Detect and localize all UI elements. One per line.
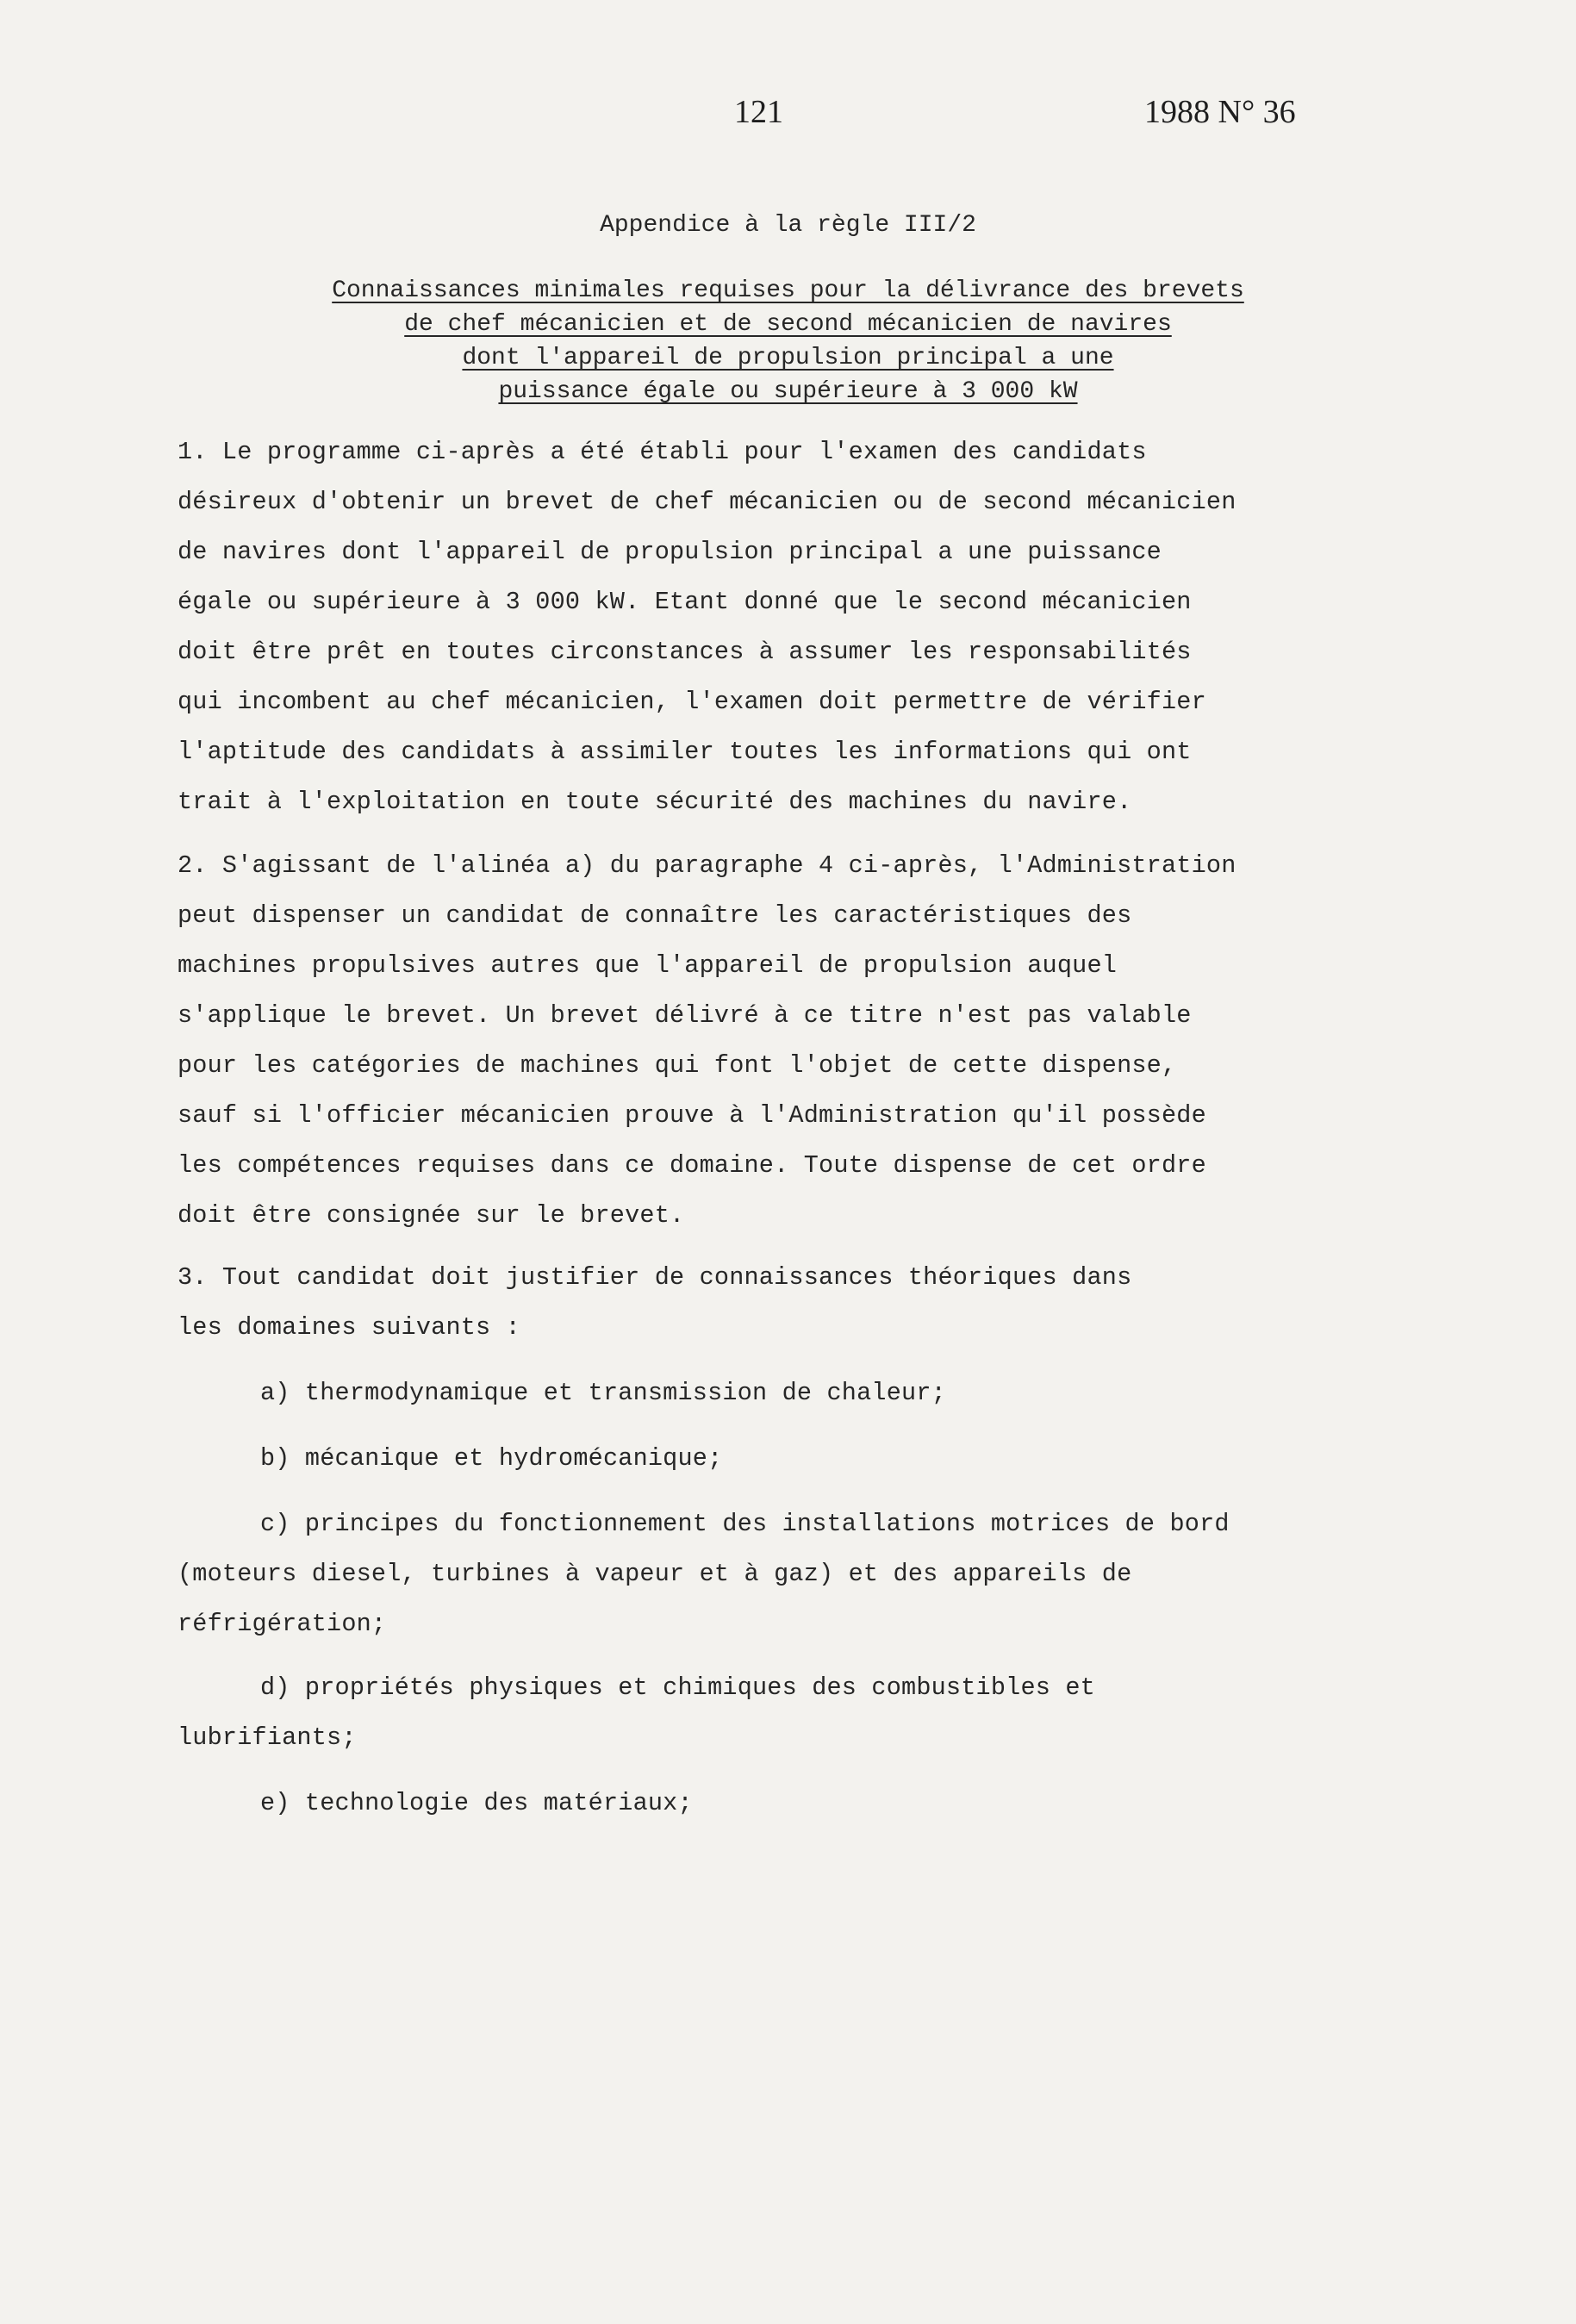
heading-line: dont l'appareil de propulsion principal a une [462, 345, 1114, 371]
heading-line: puissance égale ou supérieure à 3 000 kW [498, 378, 1078, 405]
paragraph-2-line: 2. S'agissant de l'alinéa a) du paragraphe 4 ci-après, l'Administration [178, 851, 1237, 880]
heading-line: de chef mécanicien et de second mécanicien de navires [404, 311, 1172, 338]
list-item-a: a) thermodynamique et transmission de chaleur; [260, 1379, 946, 1407]
list-item-c: c) principes du fonctionnement des installations motrices de bord [260, 1510, 1230, 1538]
appendix-title: Appendice à la règle III/2 [600, 212, 976, 239]
journal-reference: 1988 N° 36 [1144, 94, 1296, 130]
paragraph-2-line: sauf si l'officier mécanicien prouve à l'Administration qu'il possède [178, 1101, 1206, 1130]
list-item-c-continued: (moteurs diesel, turbines à vapeur et à gaz) et des appareils de [178, 1560, 1132, 1588]
paragraph-1-line: doit être prêt en toutes circonstances à assumer les responsabilités [178, 638, 1192, 666]
paragraph-1-line: l'aptitude des candidats à assimiler toutes les informations qui ont [178, 738, 1192, 766]
paragraph-1-line: égale ou supérieure à 3 000 kW. Etant donné que le second mécanicien [178, 588, 1192, 616]
list-item-d-continued: lubrifiants; [178, 1723, 357, 1752]
paragraph-2-line: s'applique le brevet. Un brevet délivré à ce titre n'est pas valable [178, 1001, 1192, 1030]
paragraph-2-line: machines propulsives autres que l'appareil de propulsion auquel [178, 951, 1118, 980]
paragraph-2-line: doit être consignée sur le brevet. [178, 1201, 685, 1230]
paragraph-1-line: qui incombent au chef mécanicien, l'examen doit permettre de vérifier [178, 688, 1206, 716]
list-item-d: d) propriétés physiques et chimiques des combustibles et [260, 1673, 1095, 1702]
page-number: 121 [734, 94, 783, 130]
list-item-e: e) technologie des matériaux; [260, 1789, 693, 1817]
paragraph-1-line: désireux d'obtenir un brevet de chef mécanicien ou de second mécanicien [178, 488, 1237, 516]
paragraph-2-line: les compétences requises dans ce domaine. Toute dispense de cet ordre [178, 1151, 1206, 1180]
paragraph-2-line: peut dispenser un candidat de connaître les caractéristiques des [178, 901, 1132, 930]
paragraph-2-line: pour les catégories de machines qui font l'objet de cette dispense, [178, 1051, 1177, 1080]
document-heading [0, 274, 1576, 408]
paragraph-3-line: les domaines suivants : [178, 1313, 520, 1342]
paragraph-1-line: trait à l'exploitation en toute sécurité des machines du navire. [178, 788, 1132, 816]
paragraph-3-line: 3. Tout candidat doit justifier de connaissances théoriques dans [178, 1263, 1132, 1292]
list-item-c-continued: réfrigération; [178, 1610, 387, 1638]
paragraph-1-line: 1. Le programme ci-après a été établi pour l'examen des candidats [178, 438, 1147, 466]
list-item-b: b) mécanique et hydromécanique; [260, 1444, 723, 1473]
heading-line: Connaissances minimales requises pour la délivrance des brevets [332, 277, 1244, 304]
paragraph-1-line: de navires dont l'appareil de propulsion principal a une puissance [178, 538, 1162, 566]
